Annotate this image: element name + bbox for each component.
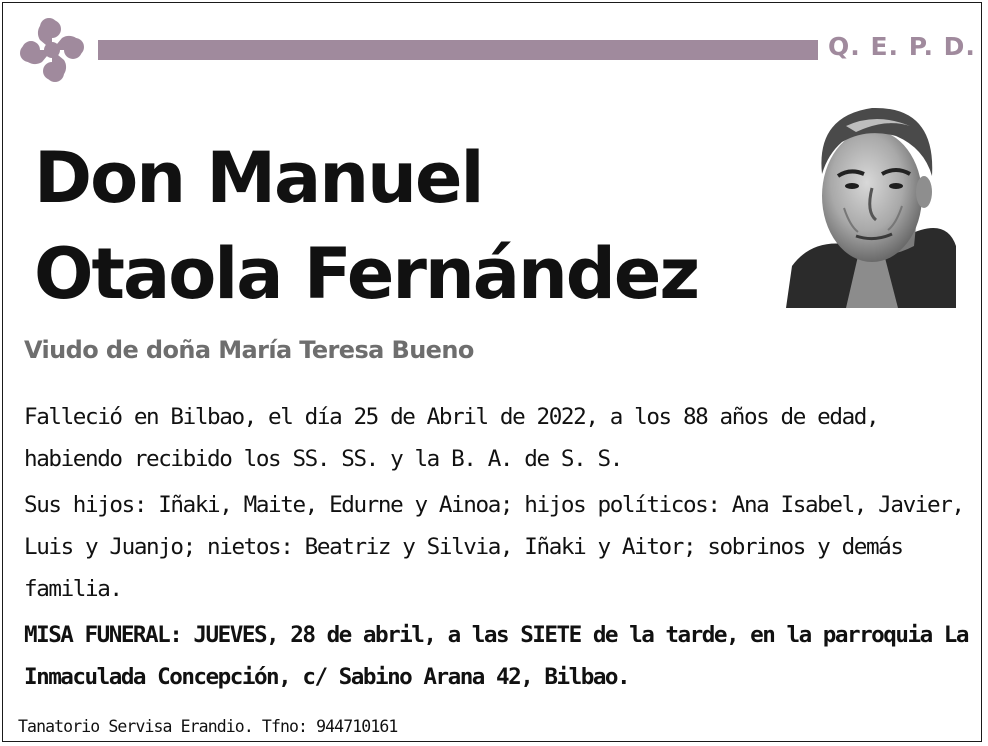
family-paragraph: Sus hijos: Iñaki, Maite, Edurne y Ainoa; hijos políticos: Ana Isabel, Javier, Luis y Juanjo; nietos: Beatriz y Silvia, Iñaki y Aitor; sobrinos y demás familia.: [24, 492, 964, 602]
header-band: [98, 40, 818, 60]
lauburu-icon: [10, 8, 94, 92]
name-line-1: Don Manuel: [34, 137, 483, 219]
qepd-title: Q. E. P. D.: [828, 32, 976, 61]
spouse-line: Viudo de doña María Teresa Bueno: [24, 336, 474, 364]
funeral-mass-paragraph: MISA FUNERAL: JUEVES, 28 de abril, a las SIETE de la tarde, en la parroquia La Inmaculada Concepción, c/ Sabino Arana 42, Bilbao.: [24, 622, 969, 690]
death-notice-paragraph: Falleció en Bilbao, el día 25 de Abril de 2022, a los 88 años de edad, habiendo recibido los SS. SS. y la B. A. de S. S.: [24, 404, 879, 472]
portrait-photo: [786, 96, 956, 308]
name-line-2: Otaola Fernández: [34, 233, 699, 315]
deceased-name: [34, 130, 698, 322]
funeral-home-footer: Tanatorio Servisa Erandio. Tfno: 944710161: [18, 717, 398, 736]
